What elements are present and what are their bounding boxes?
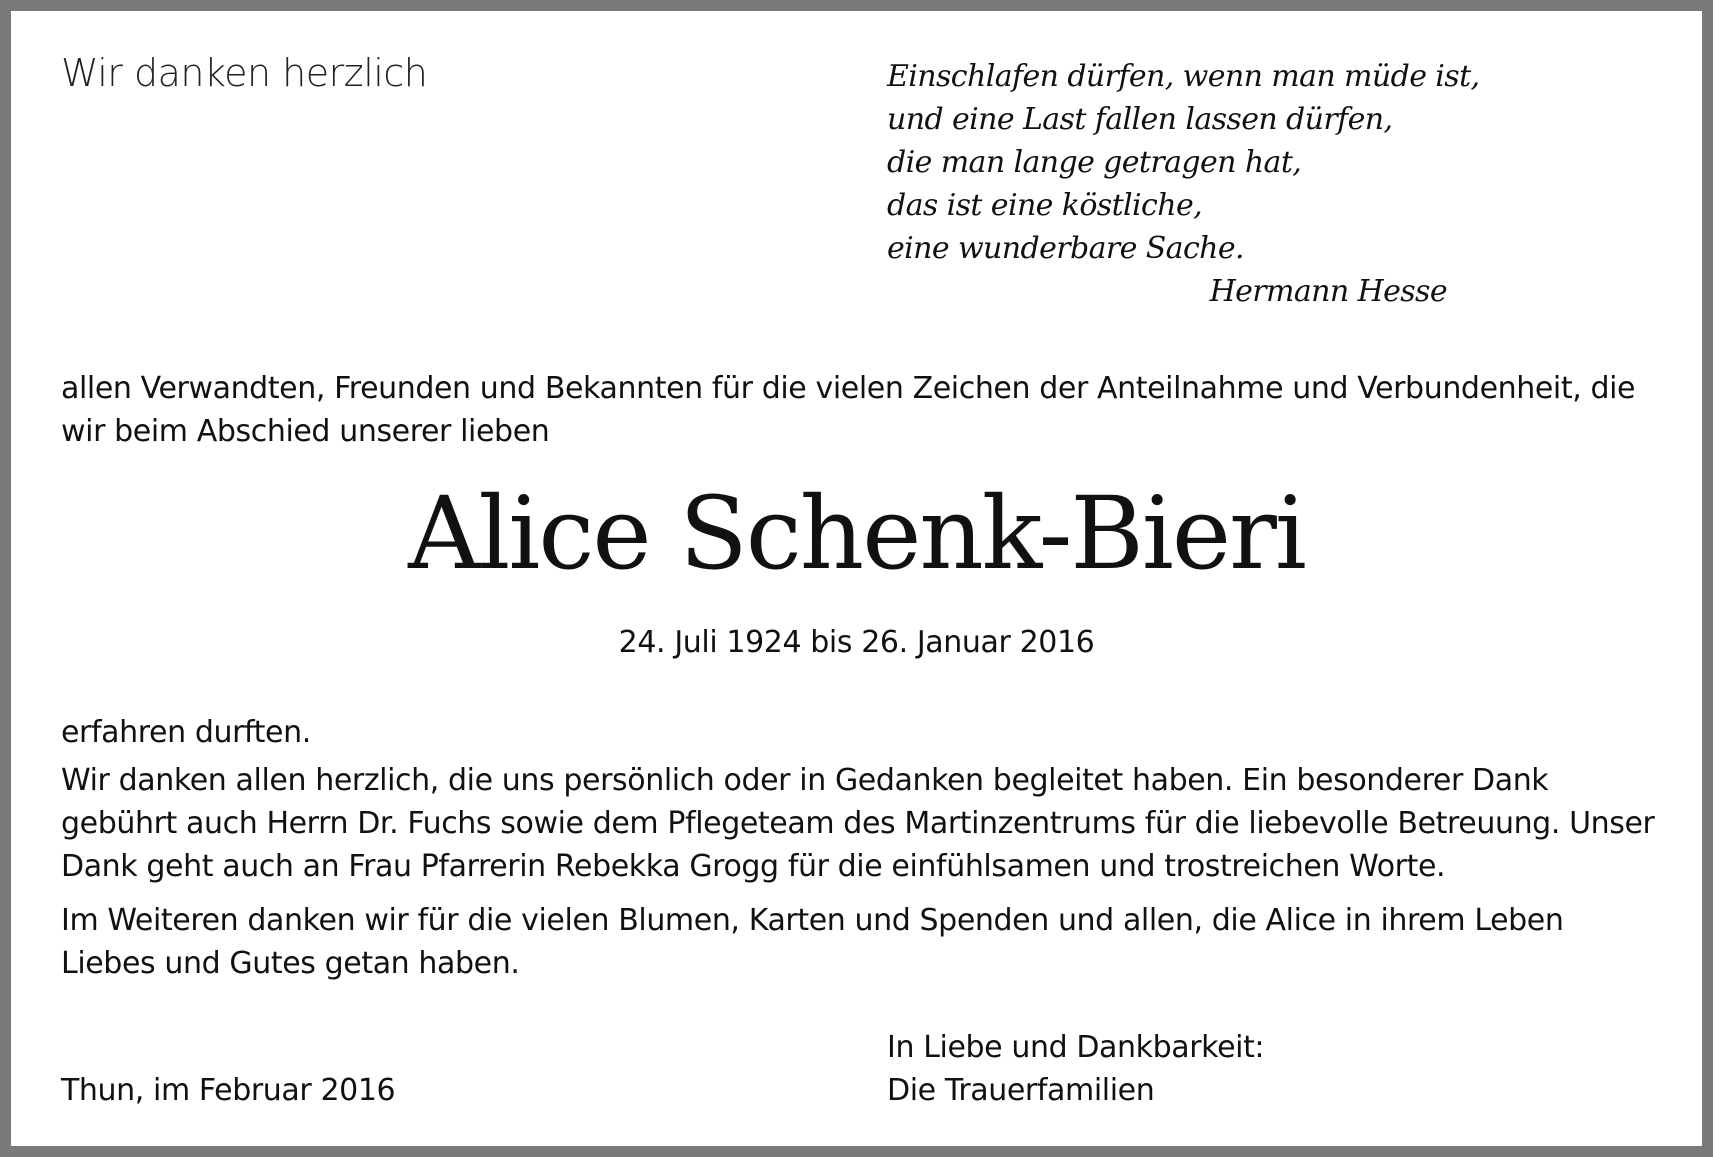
signature-line: Die Trauerfamilien [887, 1073, 1155, 1108]
place-date: Thun, im Februar 2016 [61, 1073, 396, 1108]
poem-line: Einschlafen dürfen, wenn man müde ist, [887, 59, 1480, 94]
closing-line: In Liebe und Dankbarkeit: [887, 1030, 1265, 1065]
closing-signature [887, 1026, 1264, 1112]
further-thanks-paragraph: Im Weiteren danken wir für die vielen Blumen, Karten und Spenden und allen, die Alice in ihrem Leben Liebes und Gutes getan haben. [61, 903, 1564, 981]
life-dates: 24. Juli 1924 bis 26. Januar 2016 [618, 625, 1095, 660]
poem [887, 55, 1480, 270]
poem-author: Hermann Hesse [1209, 274, 1447, 309]
poem-line: das ist eine köstliche, [887, 188, 1203, 223]
thanks-paragraph: Wir danken allen herzlich, die uns persönlich oder in Gedanken begleitet haben. Ein besonderer Dank gebührt auch Herrn Dr. Fuchs sowie dem Pflegeteam des Martinzentrums für die liebevolle Betreuung. Unser Dank geht auch an Frau Pfarrerin Rebekka Grogg für die einfühlsamen und trostreichen Worte. [61, 763, 1655, 884]
obituary-card [11, 11, 1702, 1146]
heading: Wir danken herzlich [61, 51, 428, 95]
deceased-name: Alice Schenk-Bieri [408, 475, 1305, 592]
poem-line: die man lange getragen hat, [887, 145, 1302, 180]
poem-line: und eine Last fallen lassen dürfen, [887, 102, 1393, 137]
poem-line: eine wunderbare Sache. [887, 231, 1244, 266]
intro-paragraph: allen Verwandten, Freunden und Bekannten für die vielen Zeichen der Anteilnahme und Verbundenheit, die wir beim Abschied unserer lieben [61, 371, 1636, 449]
after-name-paragraph: erfahren durften. [61, 715, 311, 750]
